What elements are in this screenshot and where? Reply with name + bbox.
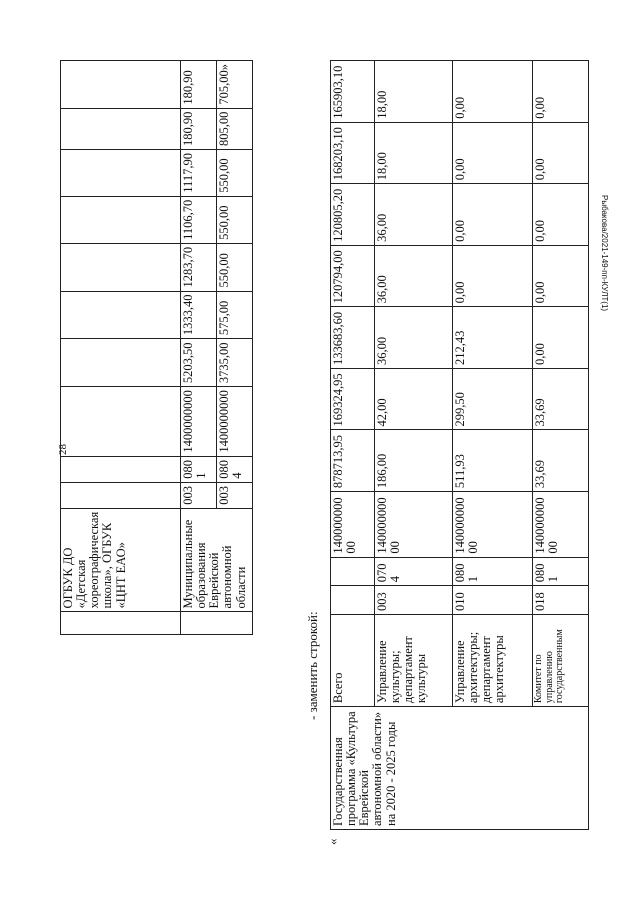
cell: 140000000 00 — [375, 492, 453, 558]
cell: 1117,90 — [181, 150, 217, 197]
cell: 018 — [533, 586, 589, 615]
cell: 212,43 — [453, 307, 533, 369]
cell: 180,90 — [181, 61, 217, 109]
cell: 5203,50 — [181, 339, 217, 387]
cell: 1400000000 — [217, 387, 253, 457]
cell: 003 — [181, 482, 217, 508]
cell: Комитет по управлению государственным — [533, 614, 589, 706]
cell: 0,00 — [533, 61, 589, 123]
cell: 0,00 — [533, 307, 589, 369]
cell: 186,00 — [375, 430, 453, 492]
cell: 36,00 — [375, 184, 453, 246]
cell: 003 — [217, 482, 253, 508]
table-row — [331, 61, 375, 830]
cell: 33,69 — [533, 368, 589, 430]
cell: 0,00 — [453, 245, 533, 307]
table-continuation — [60, 60, 253, 635]
cell: 080 1 — [453, 557, 533, 586]
cell — [331, 586, 375, 615]
cell — [61, 456, 181, 482]
cell: 299,50 — [453, 368, 533, 430]
cell: 0,00 — [533, 122, 589, 184]
cell — [61, 612, 181, 635]
cell: Управление архитектуры; департамент архитектуры — [453, 614, 533, 706]
cell: 070 4 — [375, 557, 453, 586]
cell: 1283,70 — [181, 243, 217, 291]
cell: 140000000 00 — [331, 492, 375, 558]
cell: 0,00 — [533, 184, 589, 246]
cell: 133683,60 — [331, 307, 375, 369]
cell: 550,00 — [217, 150, 253, 197]
page-number: 28 — [57, 444, 69, 455]
cell: 168203,10 — [331, 122, 375, 184]
table-row — [61, 61, 181, 635]
cell: 140000000 00 — [533, 492, 589, 558]
cell: 878713,95 — [331, 430, 375, 492]
cell — [61, 61, 181, 109]
cell — [61, 243, 181, 291]
cell: Управление культуры; департамент культуры — [375, 614, 453, 706]
cell: 0,00 — [533, 245, 589, 307]
cell: 120794,00 — [331, 245, 375, 307]
cell: 1106,70 — [181, 196, 217, 243]
cell: 511,93 — [453, 430, 533, 492]
cell: 550,00 — [217, 196, 253, 243]
cell: 18,00 — [375, 61, 453, 123]
cell — [61, 339, 181, 387]
cell: 0,00 — [453, 61, 533, 123]
cell: 0,00 — [453, 122, 533, 184]
cell: 1333,40 — [181, 291, 217, 339]
cell: 550,00 — [217, 243, 253, 291]
cell — [61, 150, 181, 197]
cell: 36,00 — [375, 245, 453, 307]
cell: 120805,20 — [331, 184, 375, 246]
cell — [61, 196, 181, 243]
cell: 080 4 — [217, 456, 253, 482]
cell — [181, 612, 253, 635]
cell: Всего — [331, 614, 375, 706]
cell: 42,00 — [375, 368, 453, 430]
cell: ОГБУК ДО «Детская хореографическая школа», ОГБУК «ЦНТ ЕАО» — [61, 508, 181, 612]
cell: 003 — [375, 586, 453, 615]
cell: 180,90 — [181, 108, 217, 149]
cell — [61, 387, 181, 457]
table-row — [181, 61, 217, 635]
program-name-cell: Государственная программа «Культура Еврейской автономной области» на 2020 - 2025 годы — [331, 707, 589, 830]
cell: 0,00 — [453, 184, 533, 246]
cell: 080 1 — [533, 557, 589, 586]
opening-quote: « — [325, 838, 340, 845]
cell: 165903,10 — [331, 61, 375, 123]
cell — [331, 557, 375, 586]
cell: 3735,00 — [217, 339, 253, 387]
cell: 33,69 — [533, 430, 589, 492]
cell: 1400000000 — [181, 387, 217, 457]
cell — [61, 108, 181, 149]
replace-instruction: - заменить строкой: — [305, 611, 320, 720]
document-footer: Рыбакова/2021-149-пп-КУЛТ(1) — [600, 195, 609, 312]
cell: Муниципальные образования Еврейской автономной области — [181, 508, 253, 612]
cell: 169324,95 — [331, 368, 375, 430]
cell: 36,00 — [375, 307, 453, 369]
table-replacement — [330, 60, 589, 830]
cell: 140000000 00 — [453, 492, 533, 558]
cell: 080 1 — [181, 456, 217, 482]
cell: 010 — [453, 586, 533, 615]
cell: 805,00 — [217, 108, 253, 149]
cell: 705,00» — [217, 61, 253, 109]
cell: 18,00 — [375, 122, 453, 184]
cell — [61, 482, 181, 508]
cell: 575,00 — [217, 291, 253, 339]
cell — [61, 291, 181, 339]
